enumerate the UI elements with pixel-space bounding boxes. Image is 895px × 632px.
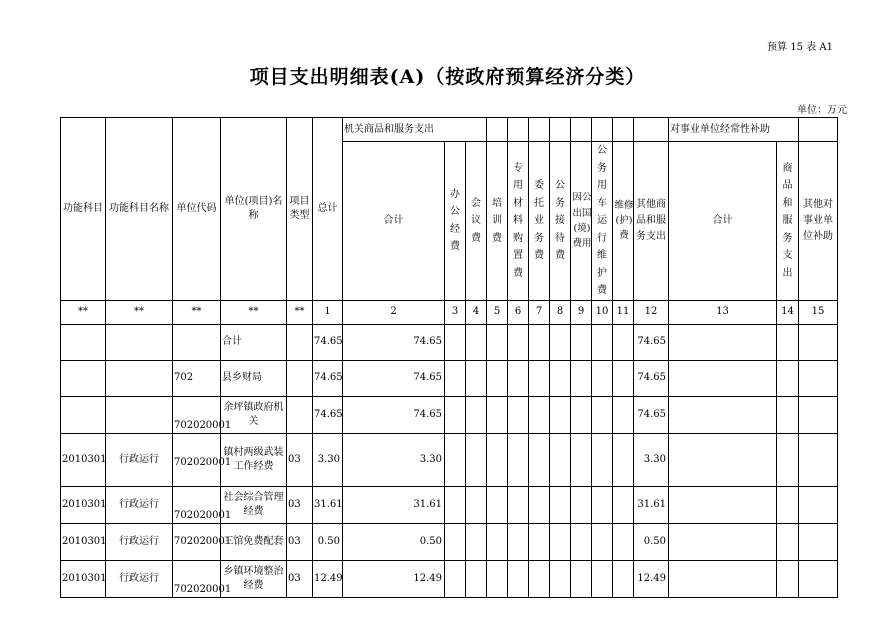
cell-other-goods: 74.65 — [634, 324, 669, 360]
cell-subtotal: 74.65 — [343, 360, 445, 396]
cell-unit-name: 乡镇环境整治经费 — [221, 560, 287, 597]
index-cell: ** — [221, 300, 287, 324]
cell-func-code: 2010301 — [61, 433, 106, 486]
cell-func-name: 行政运行 — [106, 560, 173, 597]
header-training — [487, 142, 508, 301]
cell-subtotal: 31.61 — [343, 486, 445, 523]
cell-unit-name: 合计 — [221, 324, 287, 360]
cell-unit-name: 三馆免费配套 — [221, 523, 287, 560]
header-materials-label: 专用材料购置费 — [513, 162, 523, 279]
cell-func-name: 行政运行 — [106, 433, 173, 486]
index-cell: 10 — [592, 300, 613, 324]
index-cell: 14 — [777, 300, 799, 324]
cell-unit-name: 社会综合管理经费 — [221, 486, 287, 523]
header-goods-group — [343, 118, 487, 142]
cell-func-code — [61, 360, 106, 396]
header-func-code: 功能科目 — [61, 118, 106, 301]
header-reception-label: 公务接待费 — [555, 180, 565, 261]
header-other-goods-label: 其他商品和服务支出 — [636, 198, 666, 242]
header-unit-code: 单位代码 — [173, 118, 221, 301]
header-office — [445, 142, 466, 301]
table-row — [61, 523, 838, 560]
index-cell: 2 — [343, 300, 445, 324]
cell-total: 31.61 — [313, 486, 343, 523]
document-code: 预算 15 表 A1 — [767, 42, 833, 53]
index-cell: ** — [106, 300, 173, 324]
index-cell: 11 — [613, 300, 634, 324]
header-reception — [550, 142, 571, 301]
cell-total: 74.65 — [313, 396, 343, 433]
header-subsidy-group: 对事业单位经常性补助 — [669, 118, 799, 142]
cell-proj-type: 03 — [287, 433, 313, 486]
header-row-group — [61, 118, 838, 142]
header-repair — [613, 142, 634, 301]
index-cell: 9 — [571, 300, 592, 324]
index-cell: ** — [61, 300, 106, 324]
unit-label: 单位：万元 — [797, 105, 847, 116]
cell-unit-code: 702020001 — [173, 560, 221, 597]
header-training-label: 培训费 — [492, 197, 502, 244]
cell-other-goods: 31.61 — [634, 486, 669, 523]
cell-unit-code: 702 — [173, 360, 221, 396]
header-proj-type: 项目类型 — [287, 118, 313, 301]
table-row — [61, 324, 838, 360]
header-entrusted-label: 委托业务费 — [534, 180, 544, 261]
cell-other-goods: 74.65 — [634, 360, 669, 396]
cell-func-code — [61, 324, 106, 360]
header-func-name: 功能科目名称 — [106, 118, 173, 301]
page-title: 项目支出明细表(A)（按政府预算经济分类） — [249, 66, 646, 88]
cell-unit-code: 702020001 — [173, 396, 221, 433]
cell-func-code — [61, 396, 106, 433]
table-row — [61, 486, 838, 523]
header-meeting — [466, 142, 487, 301]
index-cell: 1 — [313, 300, 343, 324]
cell-unit-code: 702020001 — [173, 486, 221, 523]
table-row — [61, 396, 838, 433]
index-cell: 15 — [799, 300, 838, 324]
header-entrusted — [529, 142, 550, 301]
index-row — [61, 300, 838, 324]
index-cell: ** — [173, 300, 221, 324]
index-cell: 12 — [634, 300, 669, 324]
cell-total: 12.49 — [313, 560, 343, 597]
header-abroad-label: 因公出国(境)费用 — [572, 192, 592, 249]
header-abroad — [571, 142, 592, 301]
cell-unit-code: 702020001 — [173, 523, 221, 560]
header-meeting-label: 会议费 — [471, 197, 481, 244]
cell-func-code: 2010301 — [61, 560, 106, 597]
table-row — [61, 360, 838, 396]
cell-subtotal: 0.50 — [343, 523, 445, 560]
budget-table — [60, 117, 838, 598]
cell-other-goods: 74.65 — [634, 396, 669, 433]
cell-other-goods: 0.50 — [634, 523, 669, 560]
cell-total: 3.30 — [313, 433, 343, 486]
header-vehicle-label: 公务用车运行维护费 — [597, 145, 607, 296]
header-office-label: 办公经费 — [450, 188, 460, 253]
cell-unit-name: 镇村两级武装工作经费 — [221, 433, 287, 486]
cell-proj-type — [287, 360, 313, 396]
cell-other-goods: 12.49 — [634, 560, 669, 597]
header-materials — [508, 142, 529, 301]
cell-func-name — [106, 324, 173, 360]
cell-proj-type: 03 — [287, 486, 313, 523]
index-cell: 7 — [529, 300, 550, 324]
index-cell: 6 — [508, 300, 529, 324]
header-subtotal: 合计 — [343, 142, 445, 301]
table-row — [61, 433, 838, 486]
cell-proj-type: 03 — [287, 560, 313, 597]
cell-unit-name: 县乡财局 — [221, 360, 287, 396]
header-vehicle — [592, 142, 613, 301]
header-repair-label: 维修(护)费 — [614, 199, 634, 242]
index-cell: 3 — [445, 300, 466, 324]
table-row — [61, 560, 838, 597]
cell-subtotal: 3.30 — [343, 433, 445, 486]
header-total: 总计 — [313, 118, 343, 301]
header-goods-group-label: 机关商品和服务支出 — [344, 123, 434, 135]
cell-func-name — [106, 396, 173, 433]
cell-total: 74.65 — [313, 324, 343, 360]
cell-unit-code: 702020001 — [173, 433, 221, 486]
cell-total: 0.50 — [313, 523, 343, 560]
cell-func-name: 行政运行 — [106, 523, 173, 560]
index-cell: 4 — [466, 300, 487, 324]
header-other-subsidy-label: 其他对事业单位补助 — [803, 198, 833, 242]
cell-total: 74.65 — [313, 360, 343, 396]
header-subtotal2: 合计 — [669, 142, 777, 301]
index-cell: 5 — [487, 300, 508, 324]
cell-proj-type: 03 — [287, 523, 313, 560]
cell-subtotal: 74.65 — [343, 396, 445, 433]
index-cell: ** — [287, 300, 313, 324]
header-unit-name: 单位(项目)名称 — [221, 118, 287, 301]
cell-func-name — [106, 360, 173, 396]
cell-proj-type — [287, 396, 313, 433]
index-cell: 8 — [550, 300, 571, 324]
cell-func-code: 2010301 — [61, 523, 106, 560]
index-cell: 13 — [669, 300, 777, 324]
header-other-subsidy — [799, 142, 838, 301]
cell-subtotal: 74.65 — [343, 324, 445, 360]
cell-func-code: 2010301 — [61, 486, 106, 523]
header-goods2 — [777, 142, 799, 301]
cell-proj-type — [287, 324, 313, 360]
header-goods2-label: 商品和服务支出 — [782, 162, 793, 279]
header-other-goods — [634, 142, 669, 301]
cell-other-goods: 3.30 — [634, 433, 669, 486]
cell-unit-code — [173, 324, 221, 360]
cell-subtotal: 12.49 — [343, 560, 445, 597]
cell-func-name: 行政运行 — [106, 486, 173, 523]
cell-unit-name: 余坪镇政府机关 — [221, 396, 287, 433]
